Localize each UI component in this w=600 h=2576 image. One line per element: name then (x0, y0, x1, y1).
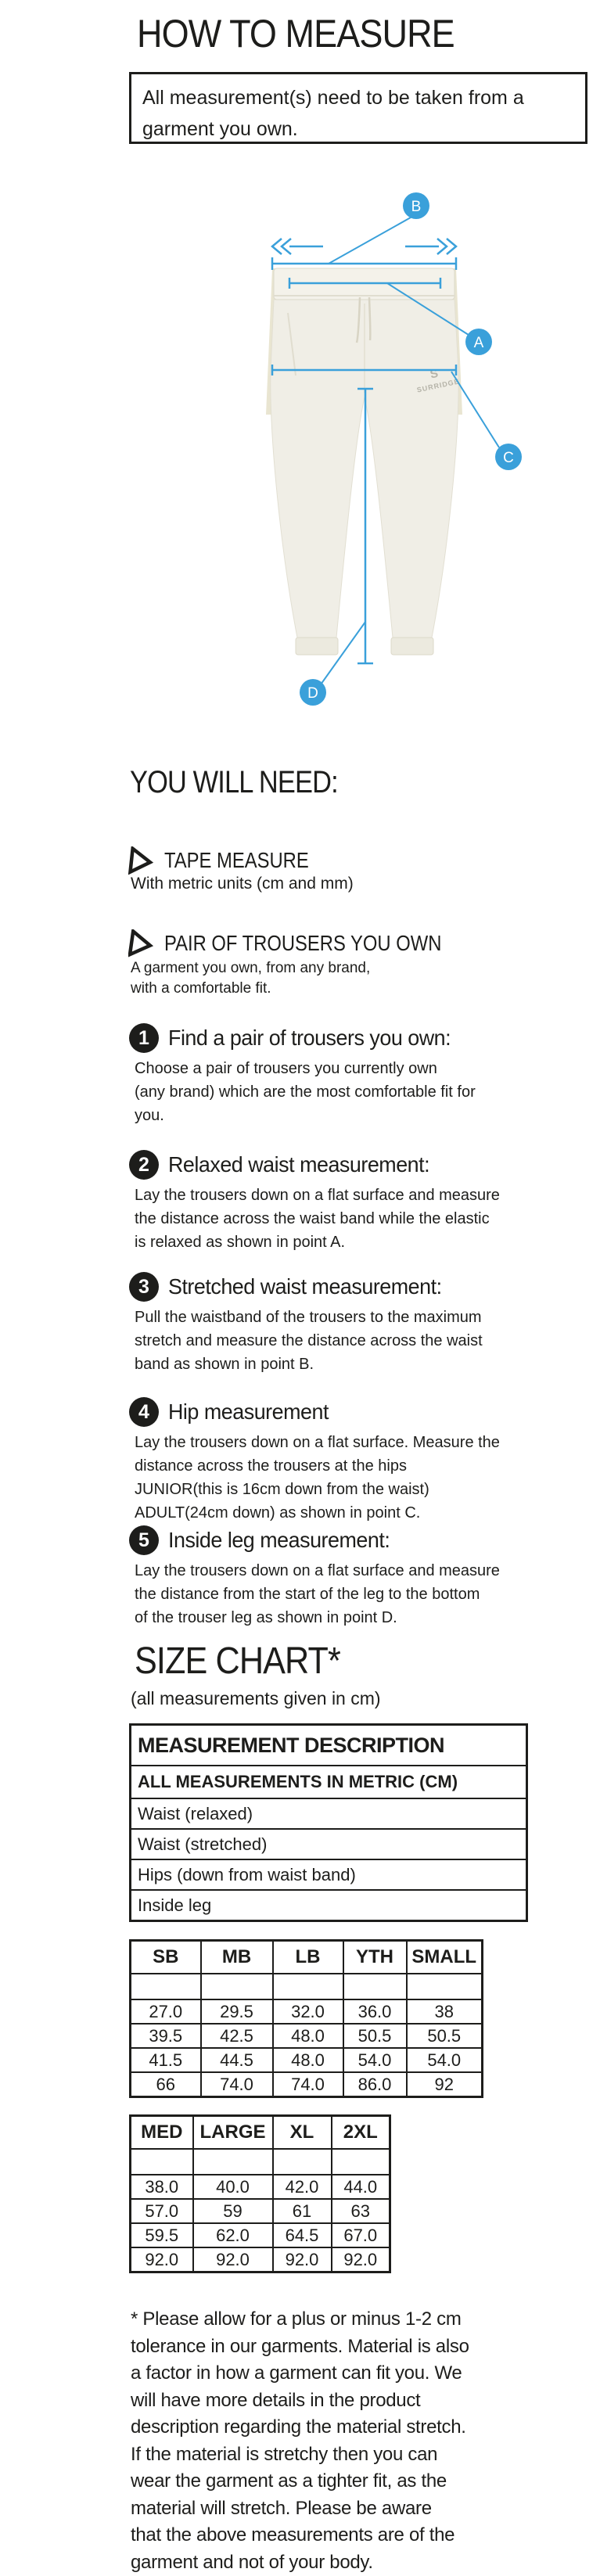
text-line: is relaxed as shown in point A. (135, 1234, 346, 1251)
text-line: the distance across the waist band while the elastic (135, 1210, 490, 1227)
table-cell: 38.0 (131, 2175, 193, 2199)
step-body (135, 1559, 567, 1629)
step-1 (129, 1023, 567, 1127)
column-header: MB (201, 1941, 273, 1974)
step-number-badge: 1 (129, 1023, 159, 1053)
column-header: LB (273, 1941, 343, 1974)
size-table-adult (129, 2114, 391, 2273)
table-cell: 42.5 (201, 2024, 273, 2048)
point-label-a: A (473, 335, 484, 351)
table-cell: 92.0 (273, 2247, 332, 2272)
notice-text (142, 82, 585, 145)
text-line: A garment you own, from any brand, (131, 960, 371, 976)
text-line: (any brand) which are the most comfortable fit for (135, 1083, 476, 1101)
step-3 (129, 1272, 567, 1376)
text-line: Lay the trousers down on a flat surface. Measure the (135, 1434, 500, 1451)
table-cell: 92.0 (131, 2247, 193, 2272)
table-cell: 48.0 (273, 2024, 343, 2048)
size-chart-heading: SIZE CHART* (135, 1640, 340, 1682)
point-label-b: B (411, 199, 422, 215)
text-line: tolerance in our garments. Material is also (131, 2335, 469, 2357)
step-header (129, 1023, 567, 1053)
desc-table-header: MEASUREMENT DESCRIPTION (138, 1733, 445, 1757)
table-row (131, 2072, 483, 2097)
text-line: band as shown in point B. (135, 1356, 314, 1373)
triangle-bullet-icon (128, 929, 155, 961)
point-label-c: C (503, 450, 514, 466)
column-header: XL (273, 2116, 332, 2150)
table-cell: 62.0 (193, 2223, 273, 2247)
need-item-trousers-sub (131, 958, 370, 999)
table-cell: 41.5 (131, 2048, 201, 2072)
table-cell: 40.0 (193, 2175, 273, 2199)
text-line: JUNIOR(this is 16cm down from the waist) (135, 1481, 429, 1498)
table-cell: 92.0 (193, 2247, 273, 2272)
step-4 (129, 1397, 567, 1525)
column-header: SB (131, 1941, 201, 1974)
table-cell: 50.5 (343, 2024, 407, 2048)
step-body (135, 1431, 567, 1525)
step-heading: Hip measurement (168, 1399, 329, 1424)
step-body (135, 1057, 567, 1127)
step-number-badge: 2 (129, 1150, 159, 1180)
table-cell: 27.0 (131, 1999, 201, 2024)
table-cell: 67.0 (332, 2223, 390, 2247)
table-cell: 44.0 (332, 2175, 390, 2199)
empty-cell (273, 2149, 332, 2175)
text-line: garment and not of your body. (131, 2551, 373, 2573)
text-line: With metric units (cm and mm) (131, 875, 354, 893)
table-cell: 92.0 (332, 2247, 390, 2272)
table-cell: 74.0 (201, 2072, 273, 2097)
empty-cell (131, 1974, 201, 1999)
text-line: the distance from the start of the leg to the bottom (135, 1586, 480, 1603)
table-cell: 50.5 (407, 2024, 483, 2048)
table-cell: 64.5 (273, 2223, 332, 2247)
column-header: SMALL (407, 1941, 483, 1974)
text-line: a factor in how a garment can fit you. We (131, 2362, 462, 2384)
text-line: will have more details in the product (131, 2389, 421, 2411)
leader-line-b (329, 217, 411, 264)
you-will-need-heading: YOU WILL NEED: (130, 765, 338, 799)
table-row (131, 2223, 390, 2247)
text-line: * Please allow for a plus or minus 1-2 cm (131, 2308, 462, 2330)
table-cell: 66 (131, 2072, 201, 2097)
table-cell: 59 (193, 2199, 273, 2223)
need-item-trousers: PAIR OF TROUSERS YOU OWN (164, 931, 442, 955)
need-item-tape-measure-sub (131, 874, 354, 894)
size-chart-note: (all measurements given in cm) (131, 1688, 381, 1708)
text-line: ADULT(24cm down) as shown in point C. (135, 1504, 421, 1522)
step-number-badge: 5 (129, 1525, 159, 1555)
table-cell: 48.0 (273, 2048, 343, 2072)
text-line: you. (135, 1107, 164, 1124)
empty-cell (332, 2149, 390, 2175)
text-line: description regarding the material stretch. (131, 2416, 466, 2438)
text-line: stretch and measure the distance across the waist (135, 1332, 483, 1349)
empty-cell (201, 1974, 273, 1999)
brand-s-icon: S (429, 366, 440, 382)
text-line: wear the garment as a tighter fit, as the (131, 2470, 447, 2492)
table-cell: 32.0 (273, 1999, 343, 2024)
empty-cell (407, 1974, 483, 1999)
table-row (131, 2024, 483, 2048)
table-row (131, 2199, 390, 2223)
desc-row-waist-relaxed: Waist (relaxed) (131, 1798, 526, 1828)
column-header: MED (131, 2116, 193, 2150)
column-header: 2XL (332, 2116, 390, 2150)
table-row (131, 2247, 390, 2272)
table-cell: 61 (273, 2199, 332, 2223)
step-number-badge: 3 (129, 1272, 159, 1302)
table-cell: 92 (407, 2072, 483, 2097)
table-cell: 54.0 (343, 2048, 407, 2072)
table-cell: 36.0 (343, 1999, 407, 2024)
table-row (131, 2175, 390, 2199)
text-line: material will stretch. Please be aware (131, 2497, 432, 2519)
table-cell: 44.5 (201, 2048, 273, 2072)
table-cell: 57.0 (131, 2199, 193, 2223)
table-row (131, 2048, 483, 2072)
table-cell: 39.5 (131, 2024, 201, 2048)
step-header (129, 1525, 567, 1555)
table-cell: 29.5 (201, 1999, 273, 2024)
column-header: YTH (343, 1941, 407, 1974)
table-cell: 63 (332, 2199, 390, 2223)
stretch-arrow-left-icon (272, 239, 323, 254)
trousers-diagram (250, 180, 540, 720)
empty-cell (343, 1974, 407, 1999)
notice-box (129, 72, 587, 144)
text-line: All measurement(s) need to be taken from a (142, 87, 524, 109)
triangle-bullet-icon (128, 846, 155, 878)
text-line: Choose a pair of trousers you currently own (135, 1060, 437, 1077)
step-body (135, 1306, 567, 1376)
footer-disclaimer (131, 2306, 553, 2576)
step-header (129, 1397, 567, 1427)
table-cell: 86.0 (343, 2072, 407, 2097)
empty-cell (131, 2149, 193, 2175)
step-header (129, 1272, 567, 1302)
step-number-badge: 4 (129, 1397, 159, 1427)
step-header (129, 1150, 567, 1180)
table-cell: 38 (407, 1999, 483, 2024)
text-line: garment you own. (142, 118, 298, 140)
text-line: with a comfortable fit. (131, 980, 271, 997)
text-line: of the trouser leg as shown in point D. (135, 1609, 397, 1626)
step-heading: Stretched waist measurement: (168, 1274, 442, 1299)
table-cell: 59.5 (131, 2223, 193, 2247)
table-cell: 42.0 (273, 2175, 332, 2199)
left-cuff (296, 638, 338, 655)
table-cell: 54.0 (407, 2048, 483, 2072)
step-5 (129, 1525, 567, 1629)
stretch-arrow-right-icon (405, 239, 456, 254)
measurement-description-table (129, 1723, 528, 1922)
text-line: that the above measurements are of the (131, 2524, 455, 2545)
step-heading: Relaxed waist measurement: (168, 1152, 430, 1177)
text-line: Pull the waistband of the trousers to the maximum (135, 1309, 482, 1326)
empty-cell (273, 1974, 343, 1999)
text-line: Lay the trousers down on a flat surface and measure (135, 1562, 500, 1579)
need-item-tape-measure: TAPE MEASURE (164, 848, 309, 872)
right-cuff (391, 638, 433, 655)
step-2 (129, 1150, 567, 1254)
brand-text: SURRIDGE (416, 377, 461, 394)
text-line: distance across the trousers at the hips (135, 1457, 407, 1475)
size-table-junior (129, 1939, 483, 2098)
table-row (131, 1999, 483, 2024)
text-line: Lay the trousers down on a flat surface and measure (135, 1187, 500, 1204)
empty-cell (193, 2149, 273, 2175)
step-heading: Find a pair of trousers you own: (168, 1026, 451, 1050)
step-body (135, 1184, 567, 1254)
desc-row-hips: Hips (down from waist band) (131, 1859, 526, 1889)
point-label-d: D (307, 685, 318, 702)
page-title: HOW TO MEASURE (137, 12, 454, 56)
desc-table-subheader: ALL MEASUREMENTS IN METRIC (CM) (131, 1765, 526, 1798)
step-heading: Inside leg measurement: (168, 1528, 390, 1552)
column-header: LARGE (193, 2116, 273, 2150)
table-cell: 74.0 (273, 2072, 343, 2097)
desc-row-inside-leg: Inside leg (131, 1889, 526, 1920)
text-line: If the material is stretchy then you can (131, 2443, 438, 2465)
desc-row-waist-stretched: Waist (stretched) (131, 1828, 526, 1859)
